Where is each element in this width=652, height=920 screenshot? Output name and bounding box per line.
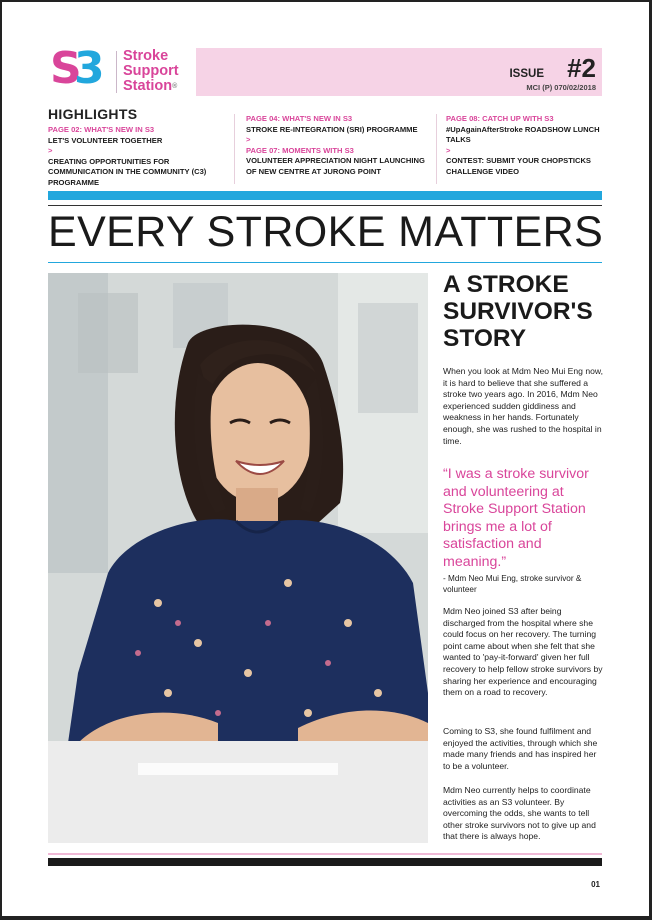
highlights-column-2 xyxy=(246,114,436,178)
logo-mark-s: S xyxy=(50,43,80,94)
article-paragraph-3: Coming to S3, she found fulfilment and enjoyed the activities, through which she made many friends and has inspired her to be a volunteer. xyxy=(443,726,598,771)
logo-line-2: Support xyxy=(123,63,179,79)
issue-number: #2 xyxy=(567,53,596,83)
highlight-item[interactable]: STROKE RE-INTEGRATION (SRI) PROGRAMME xyxy=(246,124,418,134)
article-paragraph-4: Mdm Neo currently helps to coordinate activities as an S3 volunteer. By overcoming the odds, she wants to tell other stroke survivors not to give up and that there is always hope. xyxy=(443,785,596,842)
issue-band xyxy=(196,48,602,96)
arrow-icon: > xyxy=(246,135,251,145)
logo-line-3-text: Station xyxy=(123,78,173,94)
highlight-item[interactable]: VOLUNTEER APPRECIATION NIGHT LAUNCHING OF NEW CENTRE AT JURONG POINT xyxy=(246,156,425,176)
s3-logo-mark xyxy=(48,43,110,97)
highlights-divider xyxy=(234,114,235,184)
logo-line-1: Stroke xyxy=(123,48,169,64)
highlight-page-ref: PAGE 02: WHAT'S NEW IN S3 xyxy=(48,125,155,134)
pull-quote: “I was a stroke survivor and volunteering at Stroke Support Station brings me a lot of satisfaction and meaning.” xyxy=(443,466,589,570)
logo-wordmark xyxy=(123,49,179,94)
highlight-item[interactable]: LET'S VOLUNTEER TOGETHER xyxy=(48,135,163,145)
s3-logo xyxy=(48,43,198,97)
logo-mark-3: 3 xyxy=(74,43,105,94)
footer-pink-rule xyxy=(48,853,602,855)
headline-top-rule xyxy=(48,205,602,206)
article-paragraph-2: Mdm Neo joined S3 after being discharged from the hospital where she could focus on her recovery. The turning point came about when she felt that she wanted to 'pay-it-forward' given her full recovery to help fellow stroke survivors by sharing her experience and encouraging them on a road to recovery. xyxy=(443,606,603,698)
highlights-column-3 xyxy=(446,114,616,178)
mci-number: MCI (P) 070/02/2018 xyxy=(526,83,596,92)
highlight-item[interactable]: CONTEST: SUBMIT YOUR CHOPSTICKS CHALLENGE VIDEO xyxy=(446,156,591,176)
footer-black-rule xyxy=(48,858,602,866)
registered-mark: ® xyxy=(172,83,178,90)
highlight-item[interactable]: CREATING OPPORTUNITIES FOR COMMUNICATION IN THE COMMUNITY (C3) PROGRAMME xyxy=(48,156,207,187)
page-number: 01 xyxy=(591,880,600,889)
headline-bottom-rule xyxy=(48,262,602,263)
issue-label: ISSUE xyxy=(509,68,544,80)
portrait-illustration xyxy=(48,273,428,843)
arrow-icon: > xyxy=(48,146,53,156)
page-headline: EVERY STROKE MATTERS xyxy=(48,208,604,256)
article-paragraph-1: When you look at Mdm Neo Mui Eng now, it is hard to believe that she suffered a stroke two years ago. In 2016, Mdm Neo experienced sudden giddiness and weakness in her hands. Fortunately enough, she was rushed to the hospital in time. xyxy=(443,366,604,446)
blue-rule xyxy=(48,191,602,200)
highlights-column-1 xyxy=(48,125,223,189)
highlight-page-ref: PAGE 08: CATCH UP WITH S3 xyxy=(446,114,554,123)
highlight-item[interactable]: #UpAgainAfterStroke ROADSHOW LUNCH TALKS xyxy=(446,124,600,145)
highlights-divider xyxy=(436,114,437,184)
article-title: A STROKE SURVIVOR'S STORY xyxy=(443,271,593,352)
highlight-page-ref: PAGE 07: MOMENTS WITH S3 xyxy=(246,145,354,155)
highlights-heading: HIGHLIGHTS xyxy=(48,106,138,122)
quote-attribution: - Mdm Neo Mui Eng, stroke survivor & volunteer xyxy=(443,574,582,595)
highlight-page-ref: PAGE 04: WHAT'S NEW IN S3 xyxy=(246,114,353,123)
arrow-icon: > xyxy=(446,145,451,155)
logo-divider xyxy=(116,51,117,93)
survivor-photo xyxy=(48,273,428,843)
logo-line-3 xyxy=(123,79,179,94)
